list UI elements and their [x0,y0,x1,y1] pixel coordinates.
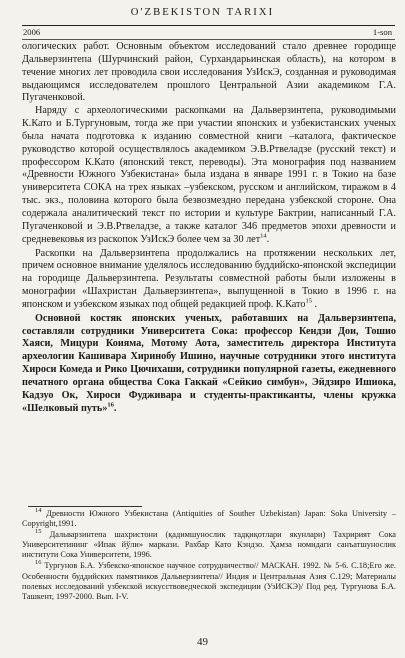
article-body [22,41,396,415]
footnote-15: $^{15}$ Дальварзинтепа шахристони (қадимшунослик тадқиқотлари якунлари) Тахририят Сока Университетининг «Ипак йўли» маркази. Рахбар Като Кэндзо. Ҳамза номидаги санъатшунослик институти Сока Университети, 1996. [22,528,396,560]
footnotes [22,509,396,603]
header-issue: 1-son [372,27,392,37]
header-rule-bottom [22,39,395,40]
paragraph-1: ологических работ. Основным объектом исследований стало древнее городище Дальверзинтепа (Шурчинский район, Сурхандарьинская область), на котором в течение многих лет проводила свои исследования УзИскЭ, созданная и руководимая выдающимся исследователем прошлого Центральной Азии академиком Г.А. Пугаченковой. [22,41,396,104]
paragraph-3: Раскопки на Дальверзинтепа продолжались на протяжении нескольких лет, причем основное внимание уделялось исследованию буддийско-японской экспедиции на городище Дальверзинтепа. Результаты совместной работы были изложены в монографии «Шахристан Дальверзинтепа», выпущенной в Токио в 1996 г. на японском и узбекском языках под общей редакцией проф. К.Като$^{15}$ . [22,247,396,310]
paragraph-2: Наряду с археологическими раскопками на Дальверзинтепа, руководимыми К.Като и Б.Тургуновым, тогда же при участии японских и узбекистанских ученых была начата подготовка к изданию совместной книги –каталога, фактическое руководство которой осуществлялось академиком Э.В.Ртвеладзе (русский текст) и профессором К.Като (японский текст, переводы). Эта монография под названием «Древности Южного Узбекистана» была издана в январе 1991 г. в Токио на базе университета СОКА на трех языках –узбекском, русском и английском, тиражом в 4 тыс. экз., половина которого была безвозмездно передана узбекской стороне. Она содержала аналитический текст по истории и культуре Бактрии, написанный Г.А. Пугаченковой и Э.В.Ртвеладзе, а также каталог 346 предметов эпохи древности и средневековья из раскопок УзИскЭ более чем за 30 лет$^{14}$. [22,105,396,245]
footnote-ref-16[interactable]: 16 [107,401,114,409]
footnote-ref-14[interactable]: 14 [260,232,267,240]
footnote-divider [28,506,142,507]
paragraph-4: Основной костяк японских ученых, работавших на Дальверзинтепа, составляли сотрудники Университета Сока: профессор Кендзи Дои, Тошио Хаяси, Мицури Коияма, Мотому Аота, заместитель директора Института археологии Кашивара Хиринобу Ишино, научные сотрудники этого института Хироси Комеда и Рико Цючихаши, сотрудники популярной газеты, ежедневного печатного органа общества Сока Гаккай «Сейкио симбун», Эйдзиро Ишиока, Кадзуо Ок, Хироси Фудживара и студенты-практиканты, члены кружка «Шелковый путь»$^{16}$. [22,312,396,414]
footnote-16: $^{16}$ Тургунов Б.А. Узбекско-японское научное сотрудничество// МАСКАН. 1992. № 5-6. С.18;Его же. Особенности буддийских памятников Дальверзинтепа// Индия и Центральная Азия С.129; Материалы полевых исследований узбекской искусствоведческой экспедиции (УзИСКЭ)/ Под ред. Тургунова Б.А. Ташкент, 1997-2000. Вып. I-V. [22,559,396,601]
footnote-ref-15[interactable]: 15 [305,297,312,305]
journal-title: O'ZBEKISTON TARIXI [130,7,275,18]
page-number: 49 [197,636,208,648]
footnote-14: $^{14}$ Древности Южного Узбекистана (Antiquities of Souther Uzbekistan) Japan: Soka University – Copyright,1991. [22,507,396,529]
header-year: 2006 [23,27,41,37]
header-rule-top [22,25,395,26]
